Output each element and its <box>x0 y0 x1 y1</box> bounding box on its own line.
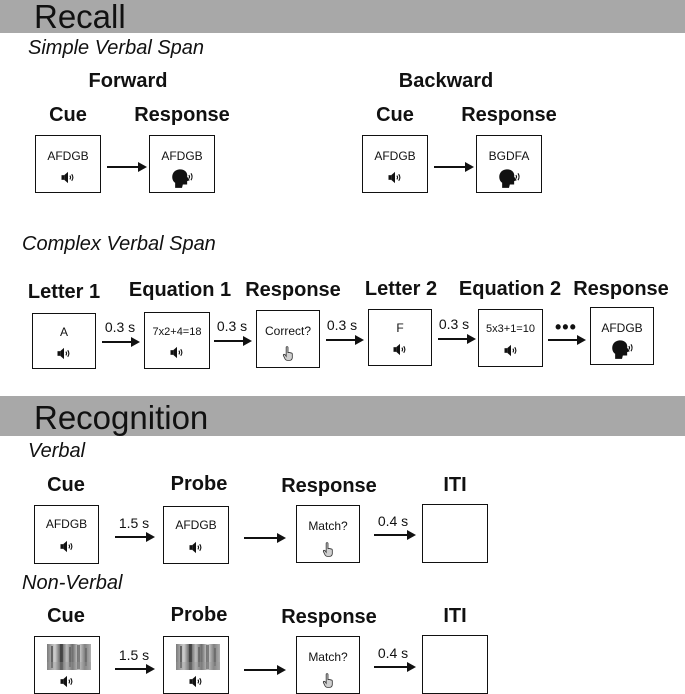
speaker-icon <box>59 540 74 553</box>
nonverbal-interval-2: 0.4 s <box>377 645 409 661</box>
verbal-cue-text: AFDGB <box>45 517 88 531</box>
hand-pointer-icon <box>323 542 334 557</box>
nonverbal-match-text: Match? <box>308 650 348 664</box>
simple-span-subtitle: Simple Verbal Span <box>28 37 205 59</box>
backward-response-label: Response <box>461 104 557 126</box>
interval-arrow <box>326 339 362 341</box>
verbal-cue-box <box>34 505 99 564</box>
verbal-arrow-2 <box>244 537 284 539</box>
nonverbal-probe-box <box>163 636 229 694</box>
speaker-icon <box>60 675 75 688</box>
nonverbal-iti-label: ITI <box>443 605 467 627</box>
nonverbal-iti-box <box>422 635 488 694</box>
verbal-probe-text: AFDGB <box>175 518 217 532</box>
backward-response-text: BGDFA <box>488 149 530 163</box>
backward-arrow <box>434 166 472 168</box>
nonverbal-interval-1: 1.5 s <box>118 647 150 663</box>
speaker-icon <box>189 541 204 554</box>
interval-label: 0.3 s <box>326 317 358 333</box>
equation-1-text: 7x2+4=18 <box>152 326 202 338</box>
nonverbal-subtitle: Non-Verbal <box>22 572 123 594</box>
recognition-title: Recognition <box>34 399 209 436</box>
forward-heading: Forward <box>88 70 168 92</box>
forward-response-label: Response <box>134 104 230 126</box>
speaking-head-icon <box>497 168 521 189</box>
step-label: Response <box>573 278 669 300</box>
speaker-icon <box>393 343 408 356</box>
speaker-icon <box>170 346 185 359</box>
backward-cue-box <box>362 135 428 193</box>
verbal-subtitle: Verbal <box>28 440 86 462</box>
forward-response-text: AFDGB <box>161 149 203 163</box>
verbal-match-text: Match? <box>308 519 348 533</box>
interval-label: 0.3 s <box>104 319 136 335</box>
interval-arrow <box>548 339 584 341</box>
interval-arrow <box>438 338 474 340</box>
speaker-icon <box>61 171 76 184</box>
complex-span-subtitle: Complex Verbal Span <box>22 233 216 255</box>
letter-2-box <box>368 309 432 366</box>
verbal-iti-box <box>422 504 488 563</box>
interval-label: 0.3 s <box>216 318 248 334</box>
nonverbal-response-box <box>296 636 360 694</box>
forward-arrow <box>107 166 145 168</box>
hand-pointer-icon <box>283 346 294 361</box>
verbal-probe-label: Probe <box>170 473 228 495</box>
speaking-head-icon <box>170 168 194 189</box>
verbal-arrow-3 <box>374 534 414 536</box>
nonverbal-response-label: Response <box>281 606 377 628</box>
letter-1-box <box>32 313 96 369</box>
verbal-interval-1: 1.5 s <box>118 515 150 531</box>
nonverbal-cue-label: Cue <box>47 605 85 627</box>
speaker-icon <box>503 344 518 357</box>
interval-arrow <box>102 341 138 343</box>
ellipsis: ••• <box>555 317 577 337</box>
backward-cue-label: Cue <box>376 104 414 126</box>
spectrogram-image <box>47 644 91 670</box>
verbal-arrow-1 <box>115 536 153 538</box>
equation-2-text: 5x3+1=10 <box>486 323 535 335</box>
recall-title: Recall <box>34 0 126 35</box>
forward-cue-box <box>35 135 101 193</box>
speaker-icon <box>57 347 72 360</box>
nonverbal-probe-label: Probe <box>170 604 228 626</box>
letter-1-text: A <box>59 325 68 339</box>
backward-response-box <box>476 135 542 193</box>
correct-prompt-text: Correct? <box>264 324 311 338</box>
forward-cue-text: AFDGB <box>47 149 89 163</box>
verbal-probe-box <box>163 506 229 564</box>
verbal-interval-2: 0.4 s <box>377 513 409 529</box>
interval-label: 0.3 s <box>438 316 470 332</box>
step-label: Response <box>245 279 341 301</box>
hand-pointer-icon <box>323 673 334 688</box>
final-response-text: AFDGB <box>601 321 643 335</box>
equation-2-box <box>478 309 543 367</box>
backward-cue-text: AFDGB <box>374 149 416 163</box>
forward-cue-label: Cue <box>49 104 87 126</box>
step-label: Equation 2 <box>458 278 562 300</box>
step-label: Equation 1 <box>128 279 232 301</box>
interval-arrow <box>214 340 250 342</box>
verbal-response-box <box>296 505 360 563</box>
step-label: Letter 1 <box>27 281 101 303</box>
verbal-response-label: Response <box>281 475 377 497</box>
verbal-cue-label: Cue <box>47 474 85 496</box>
speaker-icon <box>388 171 403 184</box>
nonverbal-cue-box <box>34 636 100 694</box>
speaking-head-icon <box>610 339 634 360</box>
correct-response-box <box>256 310 320 368</box>
letter-2-text: F <box>396 321 404 335</box>
speaker-icon <box>189 675 204 688</box>
nonverbal-arrow-1 <box>115 668 153 670</box>
equation-1-box <box>144 312 210 369</box>
backward-heading: Backward <box>398 70 494 92</box>
nonverbal-arrow-2 <box>244 669 284 671</box>
spectrogram-image <box>176 644 220 670</box>
final-response-box <box>590 307 654 365</box>
step-label: Letter 2 <box>364 278 438 300</box>
verbal-iti-label: ITI <box>443 474 467 496</box>
forward-response-box <box>149 135 215 193</box>
nonverbal-arrow-3 <box>374 666 414 668</box>
